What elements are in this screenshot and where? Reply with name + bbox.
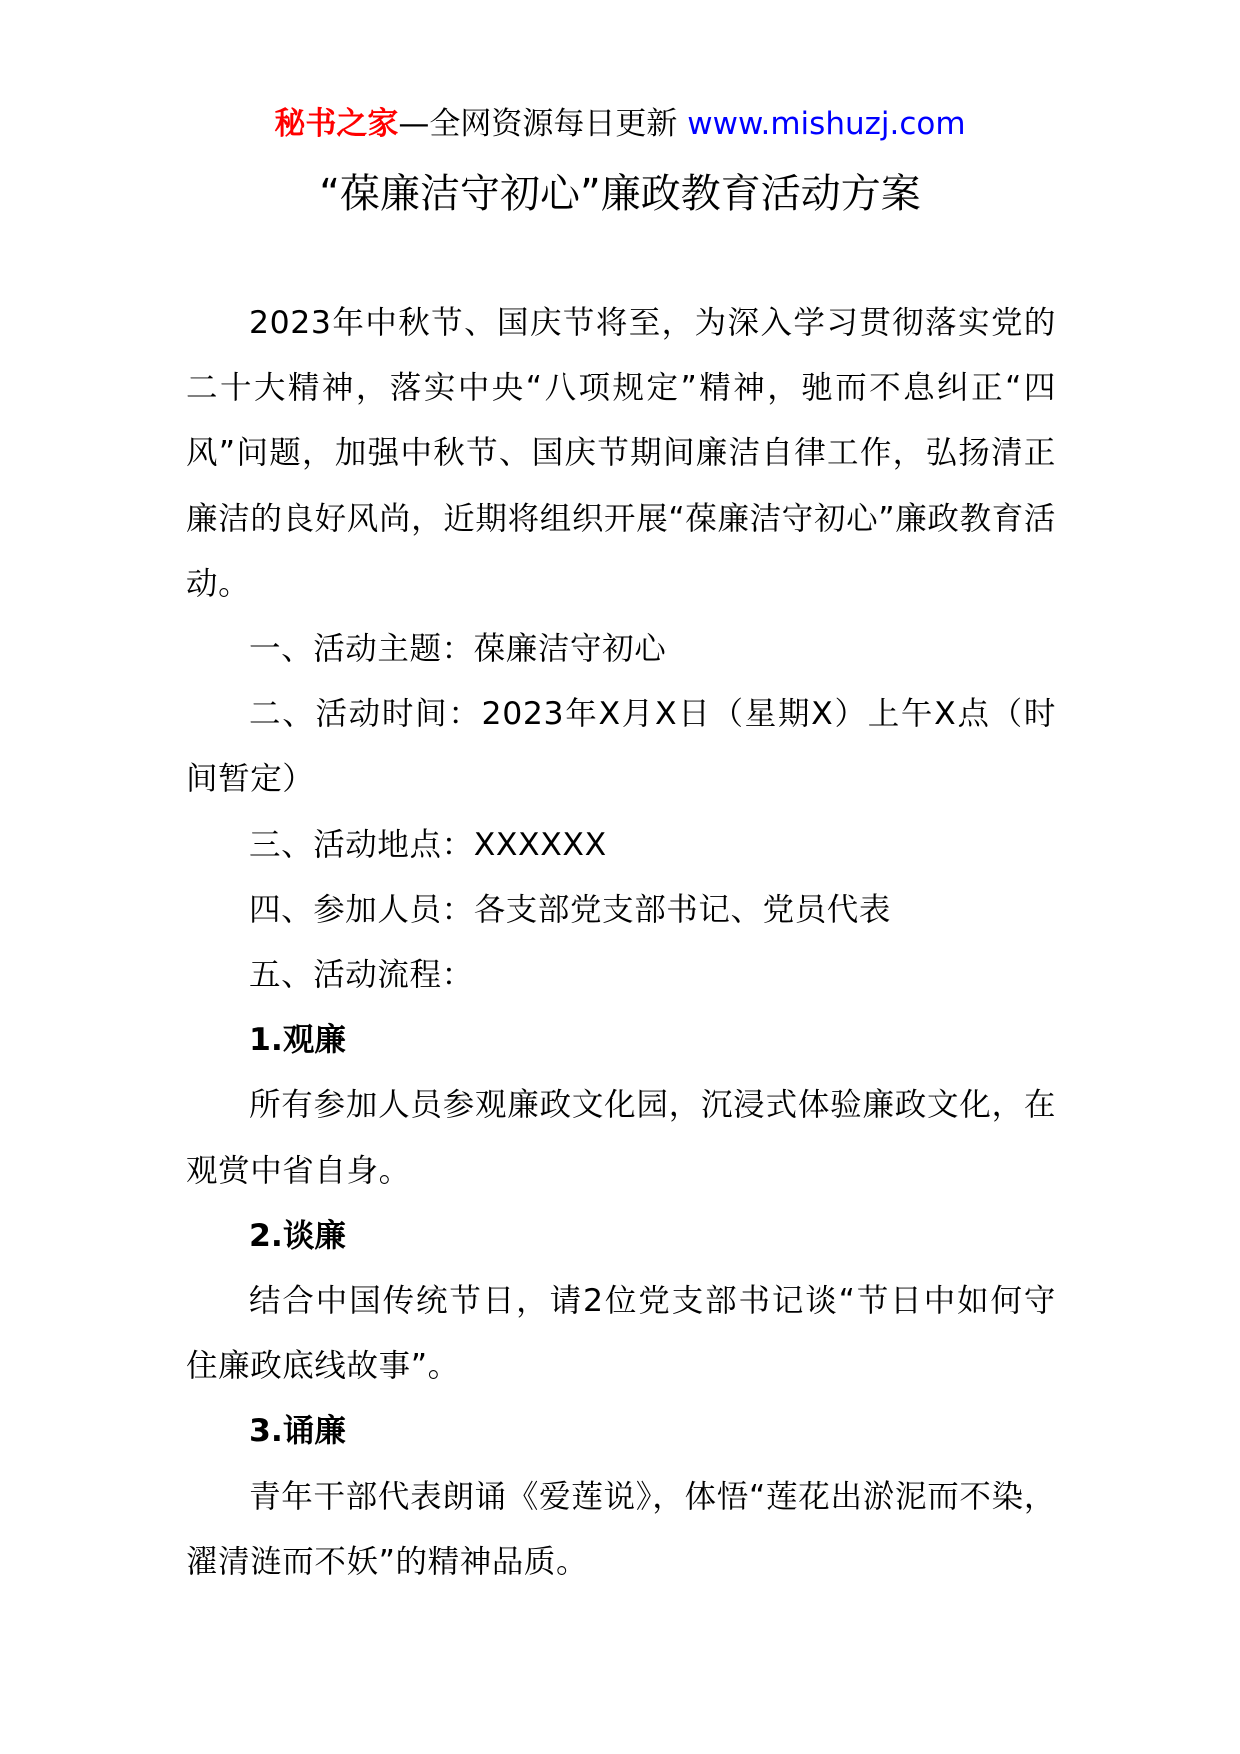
section-heading: 3.诵廉 <box>249 1413 346 1450</box>
item-activity-theme: 一、活动主题：葆廉洁守初心 <box>249 631 667 668</box>
section-text: 结合中国传统节日，请2位党支部书记谈“节日中如何守住廉政底线故事”。 <box>186 1283 1056 1385</box>
document-title: “葆廉洁守初心”廉政教育活动方案 <box>319 171 921 217</box>
item-activity-process: 五、活动流程： <box>249 957 474 994</box>
section-heading: 1.观廉 <box>249 1022 346 1059</box>
site-header <box>0 98 1240 150</box>
section-heading: 2.谈廉 <box>249 1217 346 1254</box>
item-activity-time: 二、活动时间：2023年X月X日（星期X）上午X点（时间暂定） <box>186 696 1056 798</box>
document-body <box>186 291 1056 1595</box>
item-activity-location: 三、活动地点：XXXXXX <box>249 826 607 863</box>
section-text: 所有参加人员参观廉政文化园，沉浸式体验廉政文化，在观赏中省自身。 <box>186 1087 1056 1189</box>
intro-paragraph: 2023年中秋节、国庆节将至，为深入学习贯彻落实党的二十大精神，落实中央“八项规定”精神，驰而不息纠正“四风”问题，加强中秋节、国庆节期间廉洁自律工作，弘扬清正廉洁的良好风尚，近期将组织开展“葆廉洁守初心”廉政教育活动。 <box>186 305 1056 602</box>
item-participants: 四、参加人员：各支部党支部书记、党员代表 <box>249 891 892 928</box>
brand-name: 秘书之家 <box>274 106 399 142</box>
section-text: 青年干部代表朗诵《爱莲说》，体悟“莲花出淤泥而不染，濯清涟而不妖”的精神品质。 <box>186 1478 1056 1580</box>
header-tagline: —全网资源每日更新 <box>398 106 688 142</box>
site-url-link[interactable]: www.mishuzj.com <box>687 106 966 142</box>
